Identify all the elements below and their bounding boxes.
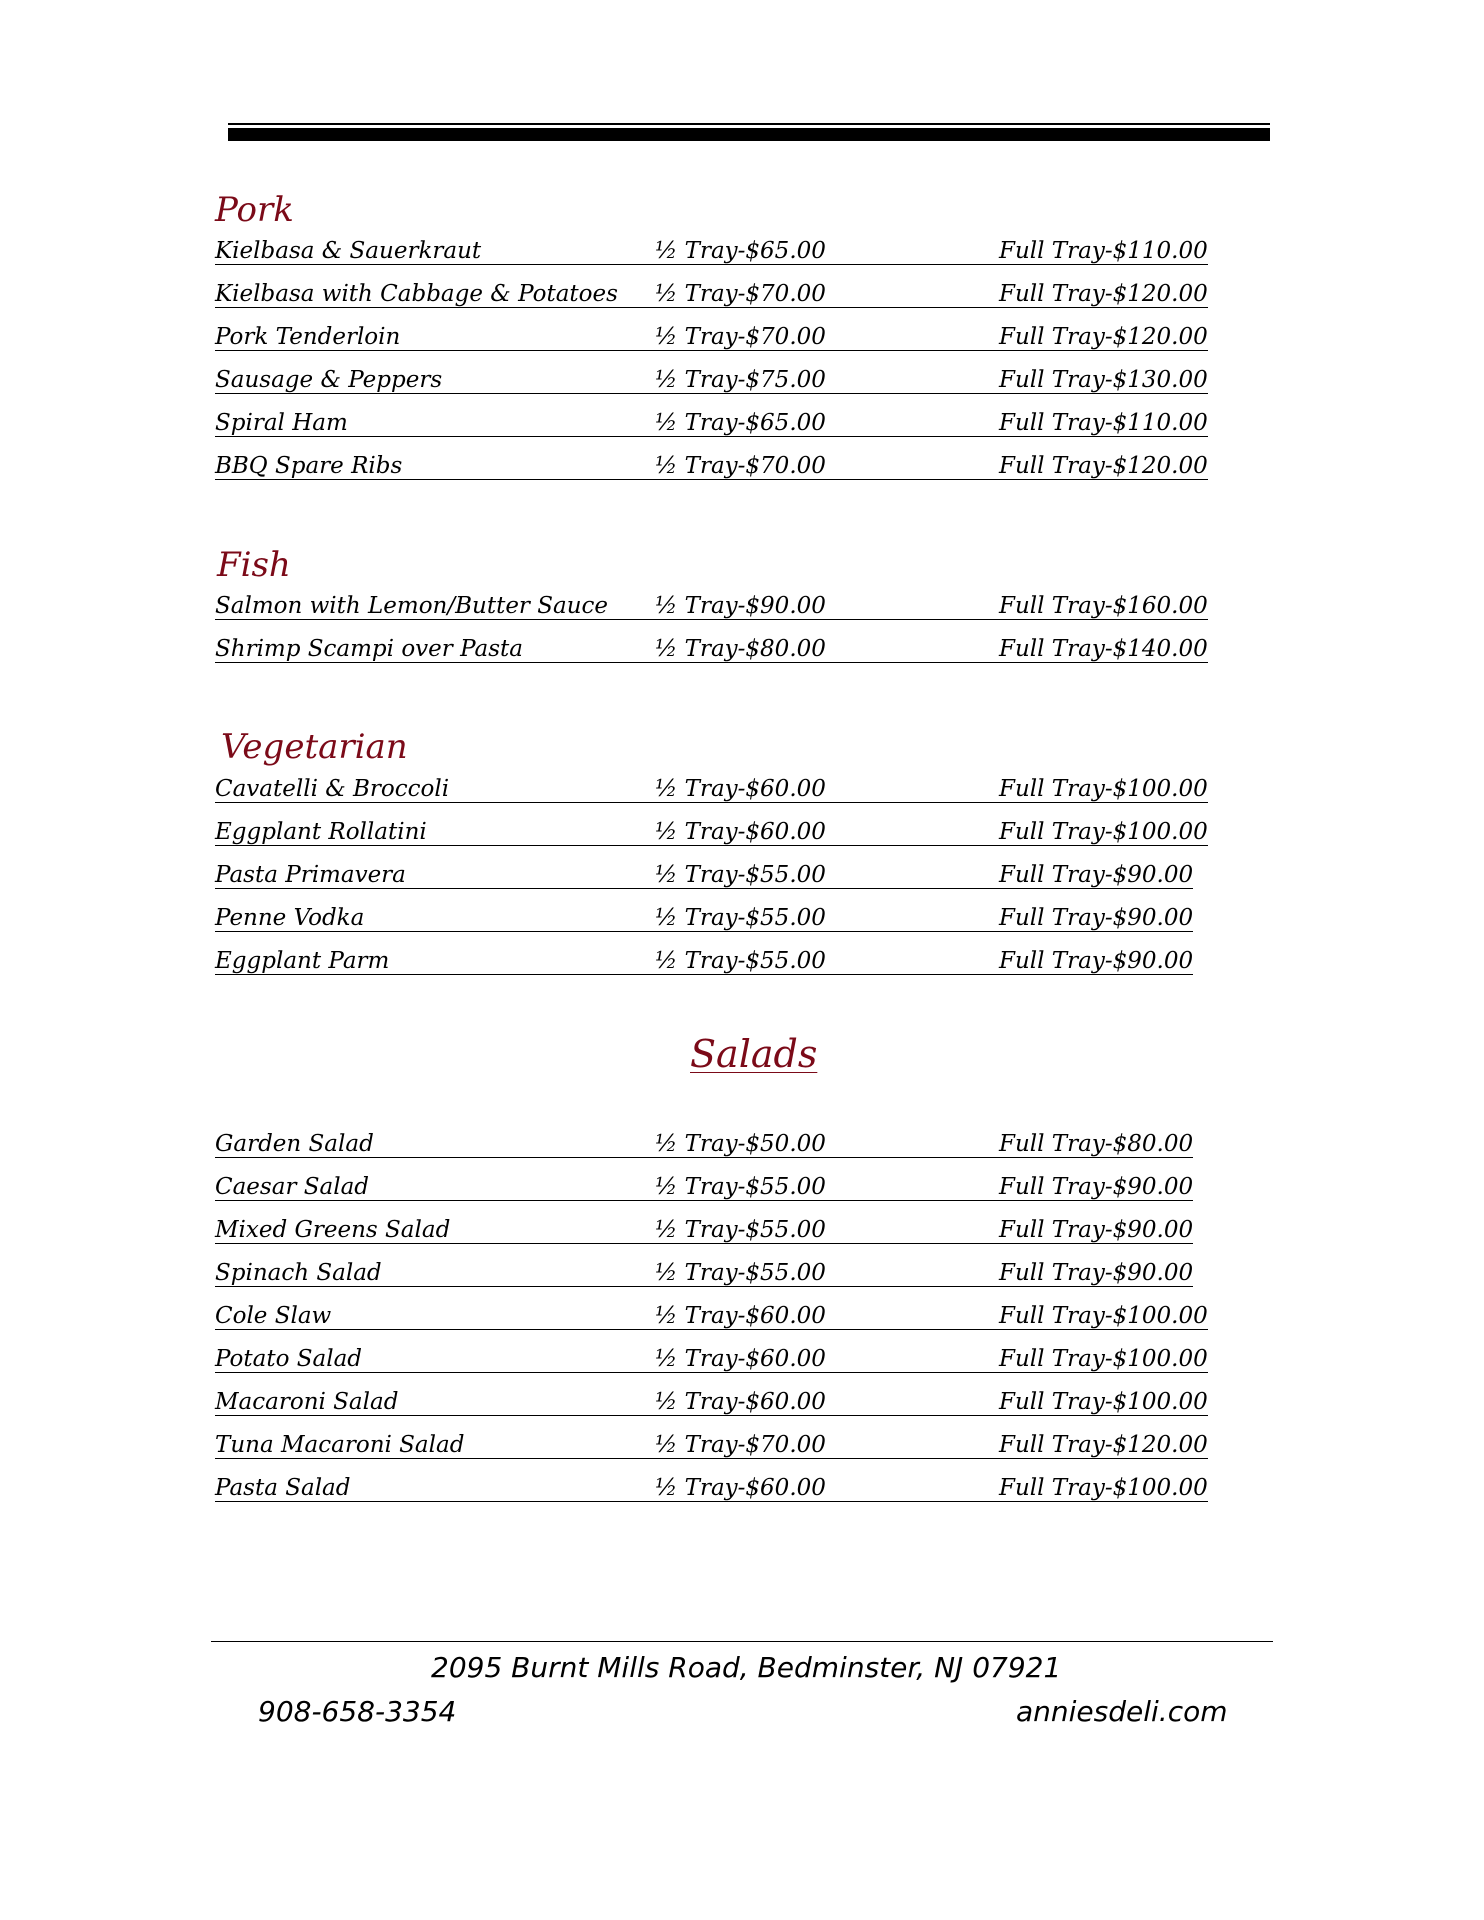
section-title-salads: Salads: [690, 1032, 818, 1076]
half-tray-price: ½ Tray-$55.00: [655, 1219, 1015, 1244]
full-tray-price: Full Tray-$120.00: [999, 281, 1208, 307]
top-divider-bar: [228, 128, 1270, 141]
full-tray-price: Full Tray-$120.00: [999, 453, 1208, 479]
half-tray-price: ½ Tray-$55.00: [655, 950, 1015, 975]
full-tray-price: Full Tray-$120.00: [999, 324, 1208, 350]
item-name: Kielbasa with Cabbage & Potatoes: [215, 283, 655, 308]
item-name: Kielbasa & Sauerkraut: [215, 240, 655, 265]
full-tray-price: Full Tray-$110.00: [999, 410, 1208, 436]
full-tray-price: Full Tray-$90.00: [999, 1174, 1194, 1200]
half-tray-price: ½ Tray-$70.00: [655, 283, 1015, 308]
footer-divider: [211, 1641, 1273, 1642]
full-tray-price: Full Tray-$100.00: [999, 1475, 1208, 1501]
section-title-pork: Pork: [215, 190, 294, 230]
top-divider: [228, 123, 1270, 143]
item-name: BBQ Spare Ribs: [215, 455, 655, 480]
full-tray-price: Full Tray-$90.00: [999, 1217, 1194, 1243]
full-tray-price: Full Tray-$110.00: [999, 238, 1208, 264]
half-tray-price: ½ Tray-$60.00: [655, 1391, 1015, 1416]
full-tray-price: Full Tray-$90.00: [999, 1260, 1194, 1286]
half-tray-price: ½ Tray-$55.00: [655, 1176, 1015, 1201]
half-tray-price: ½ Tray-$60.00: [655, 778, 1015, 803]
half-tray-price: ½ Tray-$60.00: [655, 1348, 1015, 1373]
full-tray-price: Full Tray-$100.00: [999, 776, 1208, 802]
full-tray-price: Full Tray-$100.00: [999, 1303, 1208, 1329]
half-tray-price: ½ Tray-$55.00: [655, 907, 1015, 932]
item-name: Penne Vodka: [215, 907, 655, 932]
item-name: Eggplant Rollatini: [215, 821, 655, 846]
half-tray-price: ½ Tray-$65.00: [655, 240, 1015, 265]
half-tray-price: ½ Tray-$70.00: [655, 455, 1015, 480]
item-name: Pork Tenderloin: [215, 326, 655, 351]
item-name: Pasta Salad: [215, 1477, 655, 1502]
full-tray-price: Full Tray-$100.00: [999, 819, 1208, 845]
half-tray-price: ½ Tray-$90.00: [655, 595, 1015, 620]
half-tray-price: ½ Tray-$50.00: [655, 1133, 1015, 1158]
item-name: Cavatelli & Broccoli: [215, 778, 655, 803]
section-title-vegetarian: Vegetarian: [221, 727, 408, 767]
full-tray-price: Full Tray-$100.00: [999, 1346, 1208, 1372]
item-name: Potato Salad: [215, 1348, 655, 1373]
half-tray-price: ½ Tray-$65.00: [655, 412, 1015, 437]
item-name: Shrimp Scampi over Pasta: [215, 638, 655, 663]
full-tray-price: Full Tray-$100.00: [999, 1389, 1208, 1415]
item-name: Spiral Ham: [215, 412, 655, 437]
half-tray-price: ½ Tray-$70.00: [655, 326, 1015, 351]
half-tray-price: ½ Tray-$60.00: [655, 821, 1015, 846]
full-tray-price: Full Tray-$160.00: [999, 593, 1208, 619]
item-name: Mixed Greens Salad: [215, 1219, 655, 1244]
half-tray-price: ½ Tray-$70.00: [655, 1434, 1015, 1459]
full-tray-price: Full Tray-$90.00: [999, 905, 1194, 931]
half-tray-price: ½ Tray-$80.00: [655, 638, 1015, 663]
item-name: Caesar Salad: [215, 1176, 655, 1201]
full-tray-price: Full Tray-$80.00: [999, 1131, 1194, 1157]
section-title-fish: Fish: [217, 545, 291, 585]
item-name: Macaroni Salad: [215, 1391, 655, 1416]
footer-website: anniesdeli.com: [1016, 1695, 1228, 1728]
full-tray-price: Full Tray-$90.00: [999, 862, 1194, 888]
item-name: Eggplant Parm: [215, 950, 655, 975]
half-tray-price: ½ Tray-$55.00: [655, 1262, 1015, 1287]
item-name: Tuna Macaroni Salad: [215, 1434, 655, 1459]
item-name: Salmon with Lemon/Butter Sauce: [215, 595, 655, 620]
half-tray-price: ½ Tray-$55.00: [655, 864, 1015, 889]
item-name: Garden Salad: [215, 1133, 655, 1158]
footer-address: 2095 Burnt Mills Road, Bedminster, NJ 07921: [431, 1651, 1062, 1684]
full-tray-price: Full Tray-$140.00: [999, 636, 1208, 662]
item-name: Pasta Primavera: [215, 864, 655, 889]
item-name: Cole Slaw: [215, 1305, 655, 1330]
item-name: Sausage & Peppers: [215, 369, 655, 394]
footer-phone: 908-658-3354: [258, 1695, 457, 1728]
half-tray-price: ½ Tray-$60.00: [655, 1305, 1015, 1330]
full-tray-price: Full Tray-$130.00: [999, 367, 1208, 393]
full-tray-price: Full Tray-$120.00: [999, 1432, 1208, 1458]
item-name: Spinach Salad: [215, 1262, 655, 1287]
half-tray-price: ½ Tray-$75.00: [655, 369, 1015, 394]
half-tray-price: ½ Tray-$60.00: [655, 1477, 1015, 1502]
full-tray-price: Full Tray-$90.00: [999, 948, 1194, 974]
